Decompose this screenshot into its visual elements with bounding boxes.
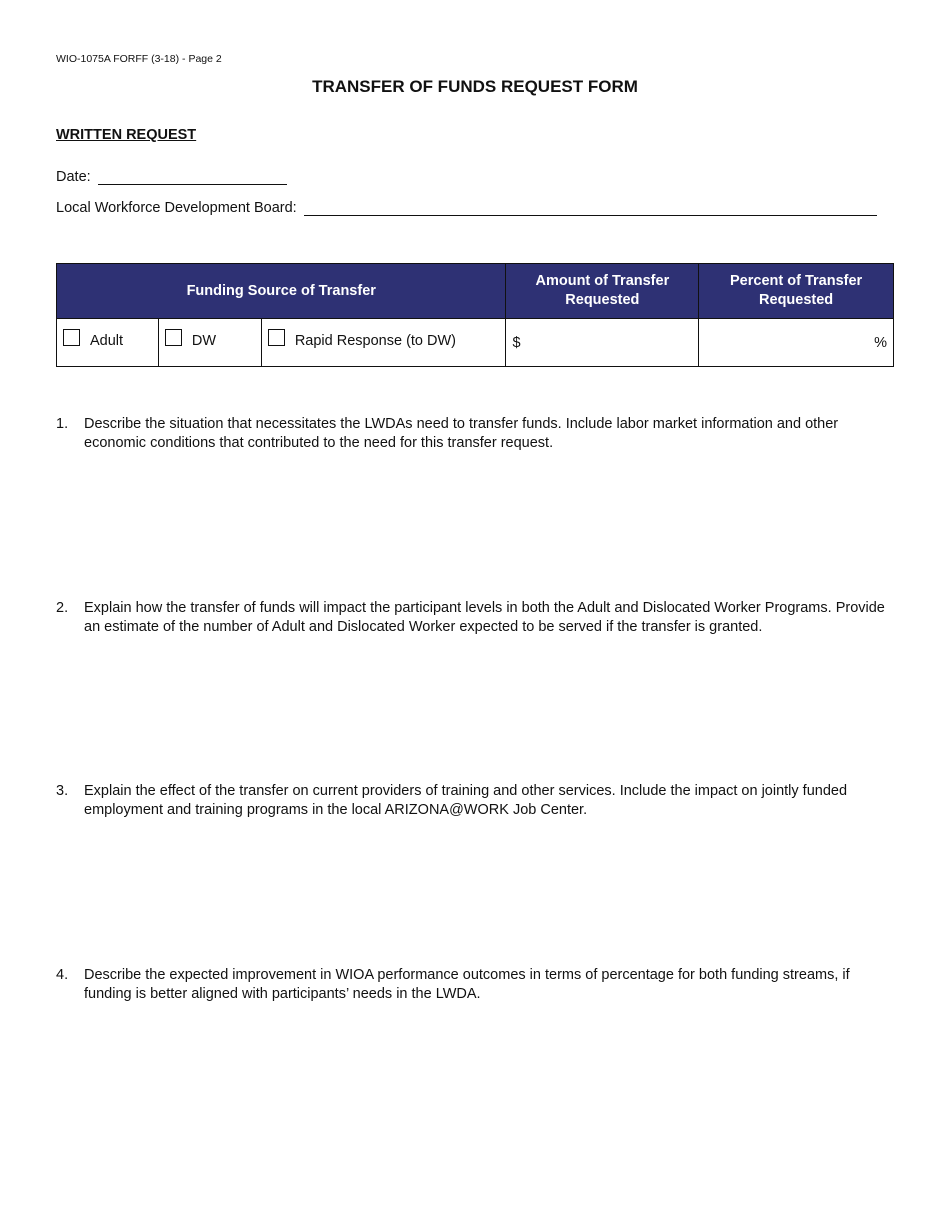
table-header-row [57,264,894,319]
dw-checkbox[interactable] [165,329,182,346]
percent-sign: % [874,334,887,351]
header-amount: Amount of Transfer Requested [506,264,699,319]
section-heading: WRITTEN REQUEST [56,127,197,143]
adult-label: Adult [90,332,124,349]
table-row [57,319,894,367]
question-4 [56,966,896,1004]
question-number: 3. [56,783,69,799]
dw-cell [158,319,261,367]
adult-cell [57,319,159,367]
percent-field[interactable] [699,319,894,367]
question-number: 4. [56,967,69,983]
dw-label: DW [191,332,217,349]
rapid-response-cell [261,319,506,367]
header-funding-source: Funding Source of Transfer [57,264,506,319]
header-percent: Percent of Transfer Requested [699,264,894,319]
rapid-response-label: Rapid Response (to DW) [294,332,456,349]
question-text: Describe the situation that necessitates the LWDAs need to transfer funds. Include labor market information and other economic conditions that contributed to the need for this transfer request. [84,416,839,451]
date-field[interactable] [98,168,287,185]
amount-field[interactable] [506,319,699,367]
question-text: Explain the effect of the transfer on current providers of training and other services. Include the impact on jointly funded employment and training programs in the local ARIZONA@WORK Job Center. [84,783,848,818]
question-2 [56,599,896,637]
form-id: WIO-1075A FORFF (3-18) - Page 2 [56,53,222,65]
question-1 [56,415,896,453]
question-text: Explain how the transfer of funds will impact the participant levels in both the Adult and Dislocated Worker Programs. Provide an estimate of the number of Adult and Dislocated Worker expected to be served if the transfer is granted. [84,600,885,635]
question-3 [56,782,896,820]
board-row [56,199,877,216]
question-number: 1. [56,416,69,432]
date-row [56,168,287,185]
date-label: Date: [56,169,91,185]
question-number: 2. [56,600,69,616]
board-field[interactable] [304,199,877,216]
funding-table [56,263,894,367]
page-title: TRANSFER OF FUNDS REQUEST FORM [312,77,638,96]
dollar-sign: $ [512,334,521,351]
question-text: Describe the expected improvement in WIOA performance outcomes in terms of percentage for both funding streams, if funding is better aligned with participants’ needs in the LWDA. [84,967,850,1002]
board-label: Local Workforce Development Board: [56,200,297,216]
adult-checkbox[interactable] [63,329,80,346]
rapid-response-checkbox[interactable] [268,329,285,346]
